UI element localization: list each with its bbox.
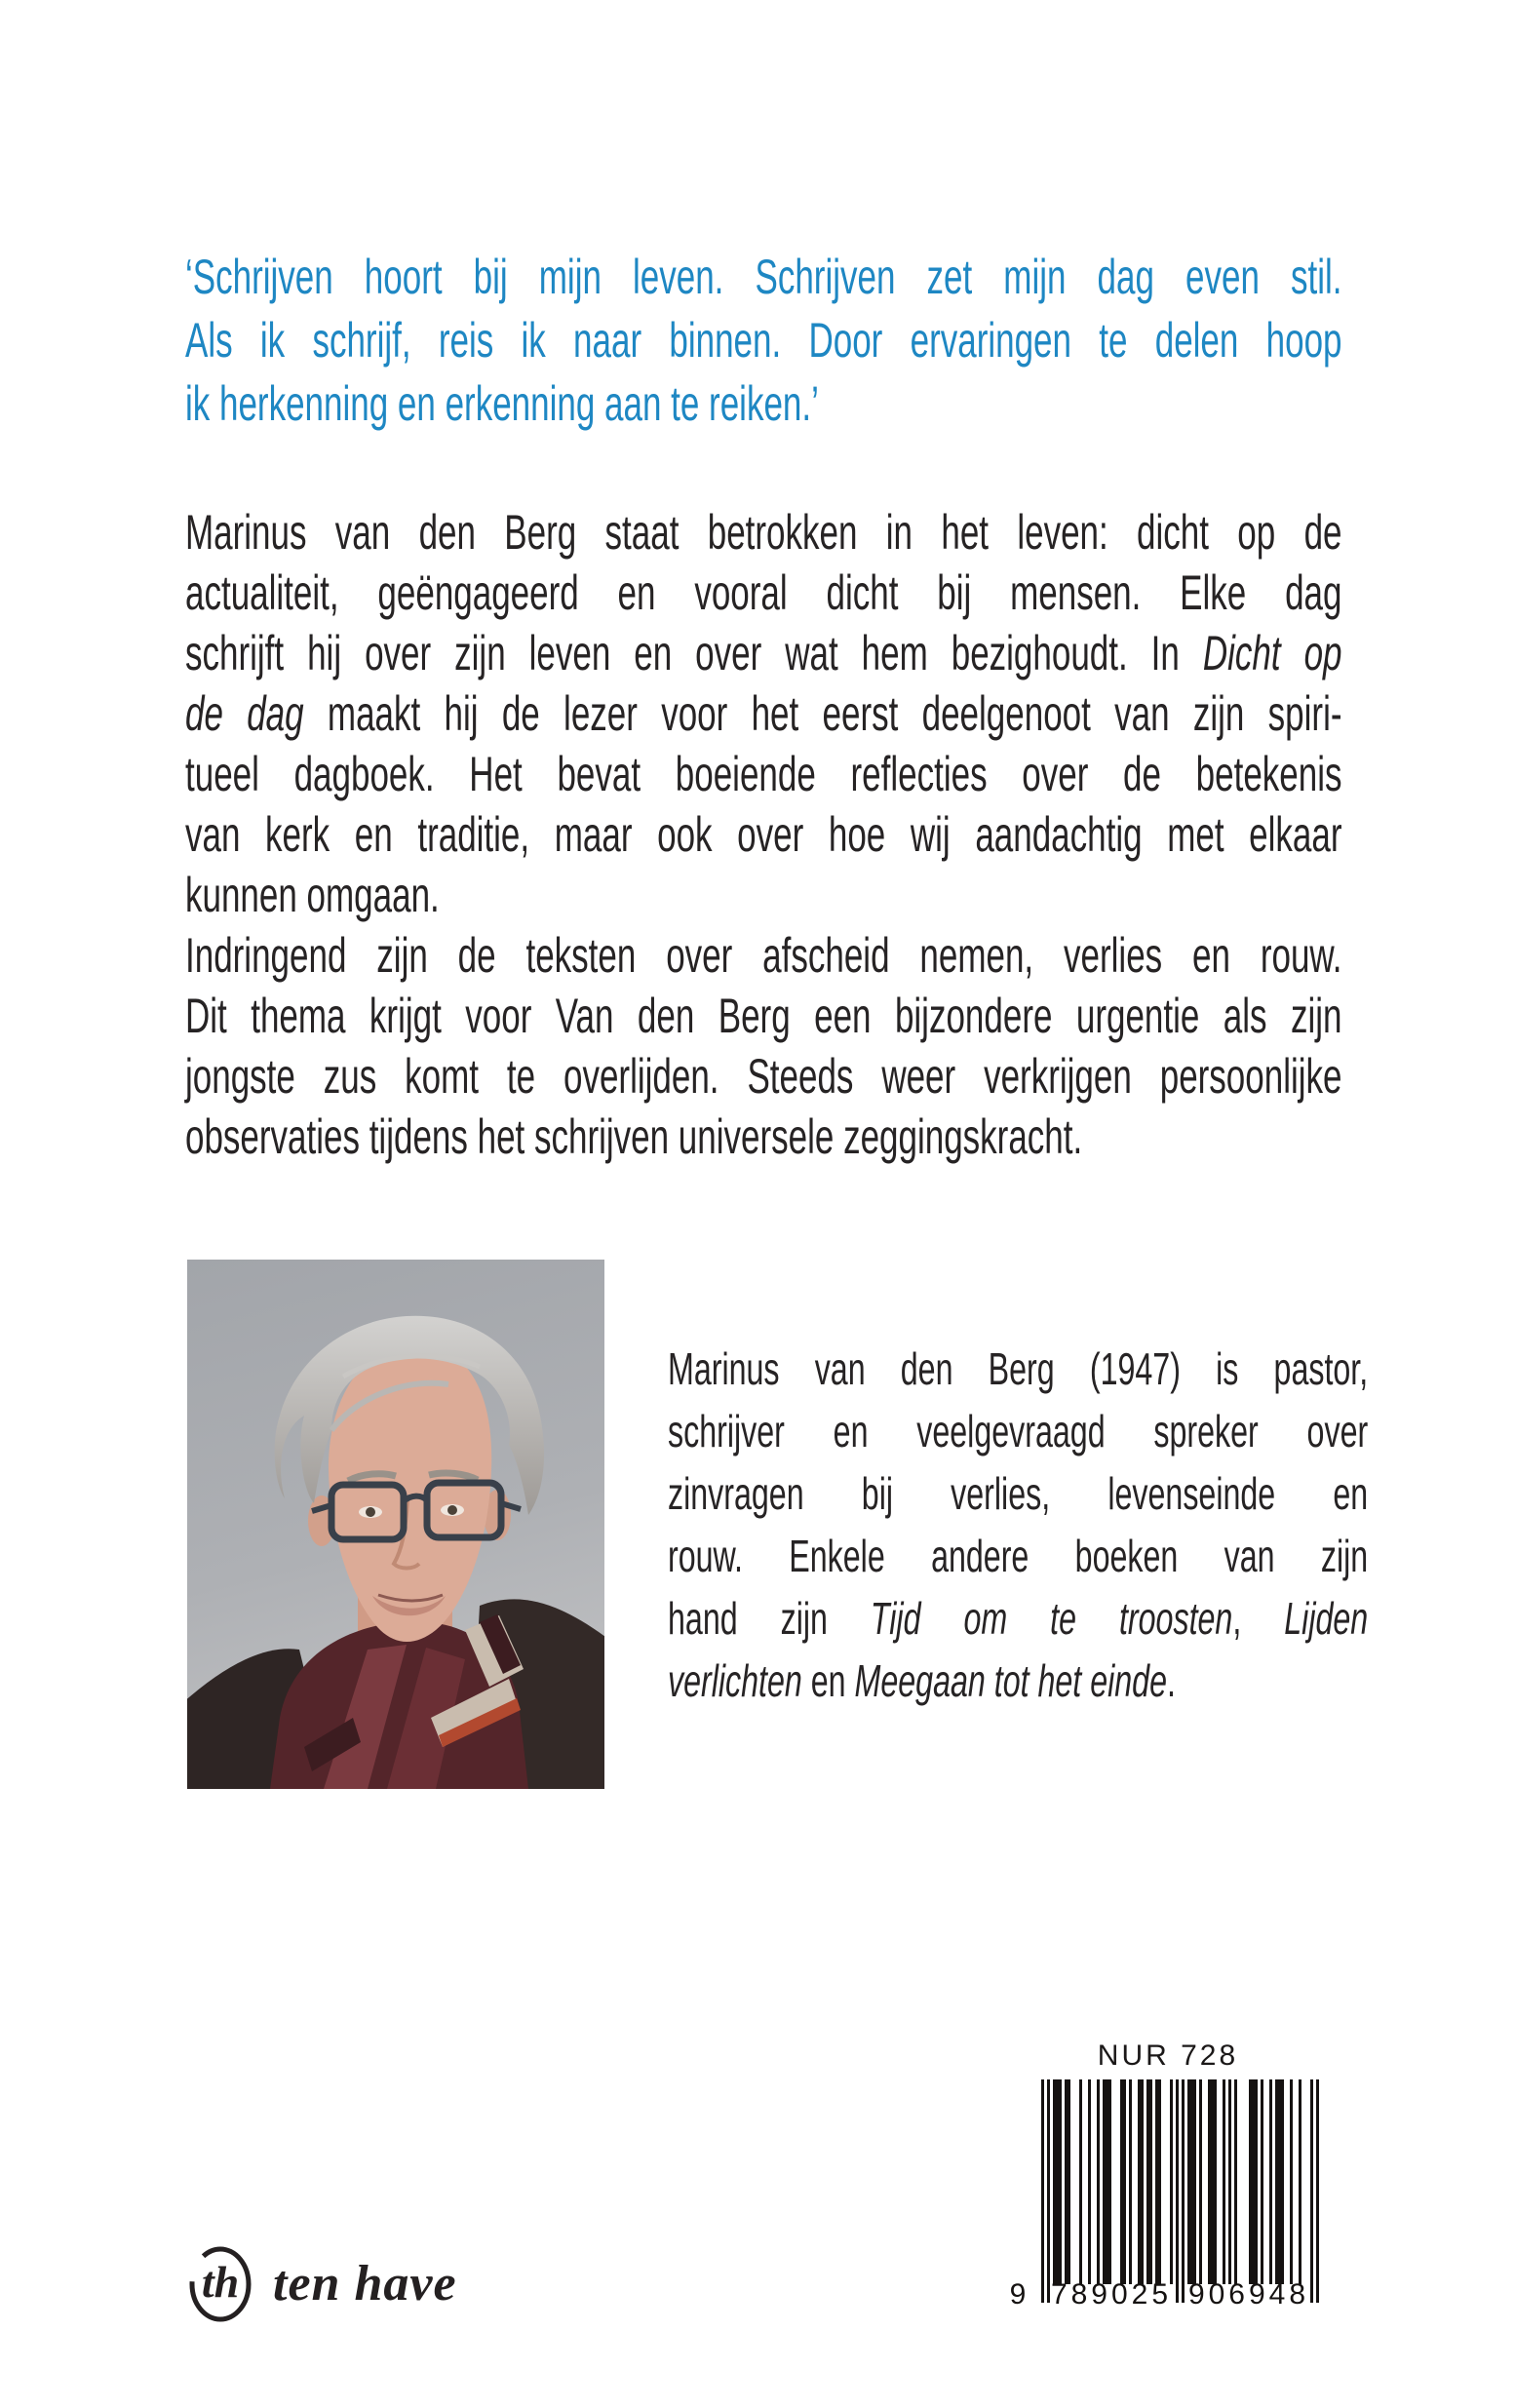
publisher-name: ten have [273, 2256, 457, 2311]
text-line: van kerk en traditie, maar ook over hoe wij aandachtig met elkaar [185, 807, 1342, 862]
text-line: hand zijn Tijd om te troosten, Lijden [668, 1593, 1369, 1644]
text-line: Dit thema krijgt voor Van den Berg een bijzondere urgentie als zijn [185, 989, 1342, 1043]
text-line: de dag maakt hij de lezer voor het eerst deelgenoot van zijn spiri- [185, 686, 1342, 741]
text-line: Indringend zijn de teksten over afscheid nemen, verlies en rouw. [185, 928, 1342, 983]
text-line: schrijver en veelgevraagd spreker over [668, 1406, 1369, 1456]
nur-label: NUR 728 [1097, 2039, 1239, 2072]
text-line: rouw. Enkele andere boeken van zijn [668, 1531, 1369, 1581]
text-line: verlichten en Meegaan tot het einde. [668, 1655, 1176, 1706]
text-line: kunnen omgaan. [185, 868, 440, 922]
text-line: observaties tijdens het schrijven universele zeggingskracht. [185, 1109, 1083, 1164]
isbn-digits-right: 906948 [1187, 2278, 1310, 2311]
text-line: actualiteit, geëngageerd en vooral dicht bij mensen. Elke dag [185, 565, 1342, 620]
text-line: zinvragen bij verlies, levenseinde en [668, 1468, 1369, 1519]
isbn-digits-left: 789025 [1050, 2278, 1173, 2311]
author-photo [187, 1260, 604, 1789]
author-bio [668, 1338, 1368, 1712]
publisher-monogram: th [201, 2257, 240, 2307]
text-line: tueel dagboek. Het bevat boeiende reflecties over de betekenis [185, 747, 1342, 801]
book-description [185, 502, 1342, 1167]
text-line: jongste zus komt te overlijden. Steeds weer verkrijgen persoonlijke [185, 1049, 1342, 1104]
text-line: Marinus van den Berg (1947) is pastor, [668, 1343, 1369, 1394]
isbn-barcode [1041, 2079, 1319, 2303]
text-line: ik herkenning en erkenning aan te reiken.’ [185, 376, 819, 431]
text-line: ‘Schrijven hoort bij mijn leven. Schrijven zet mijn dag even stil. [185, 250, 1342, 304]
text-line: schrijft hij over zijn leven en over wat hem bezighoudt. In Dicht op [185, 626, 1342, 680]
isbn-digit-lead: 9 [1009, 2278, 1027, 2311]
text-line: Als ik schrijf, reis ik naar binnen. Door ervaringen te delen hoop [185, 313, 1342, 368]
text-line: Marinus van den Berg staat betrokken in het leven: dicht op de [185, 505, 1342, 560]
author-quote [185, 246, 1342, 436]
